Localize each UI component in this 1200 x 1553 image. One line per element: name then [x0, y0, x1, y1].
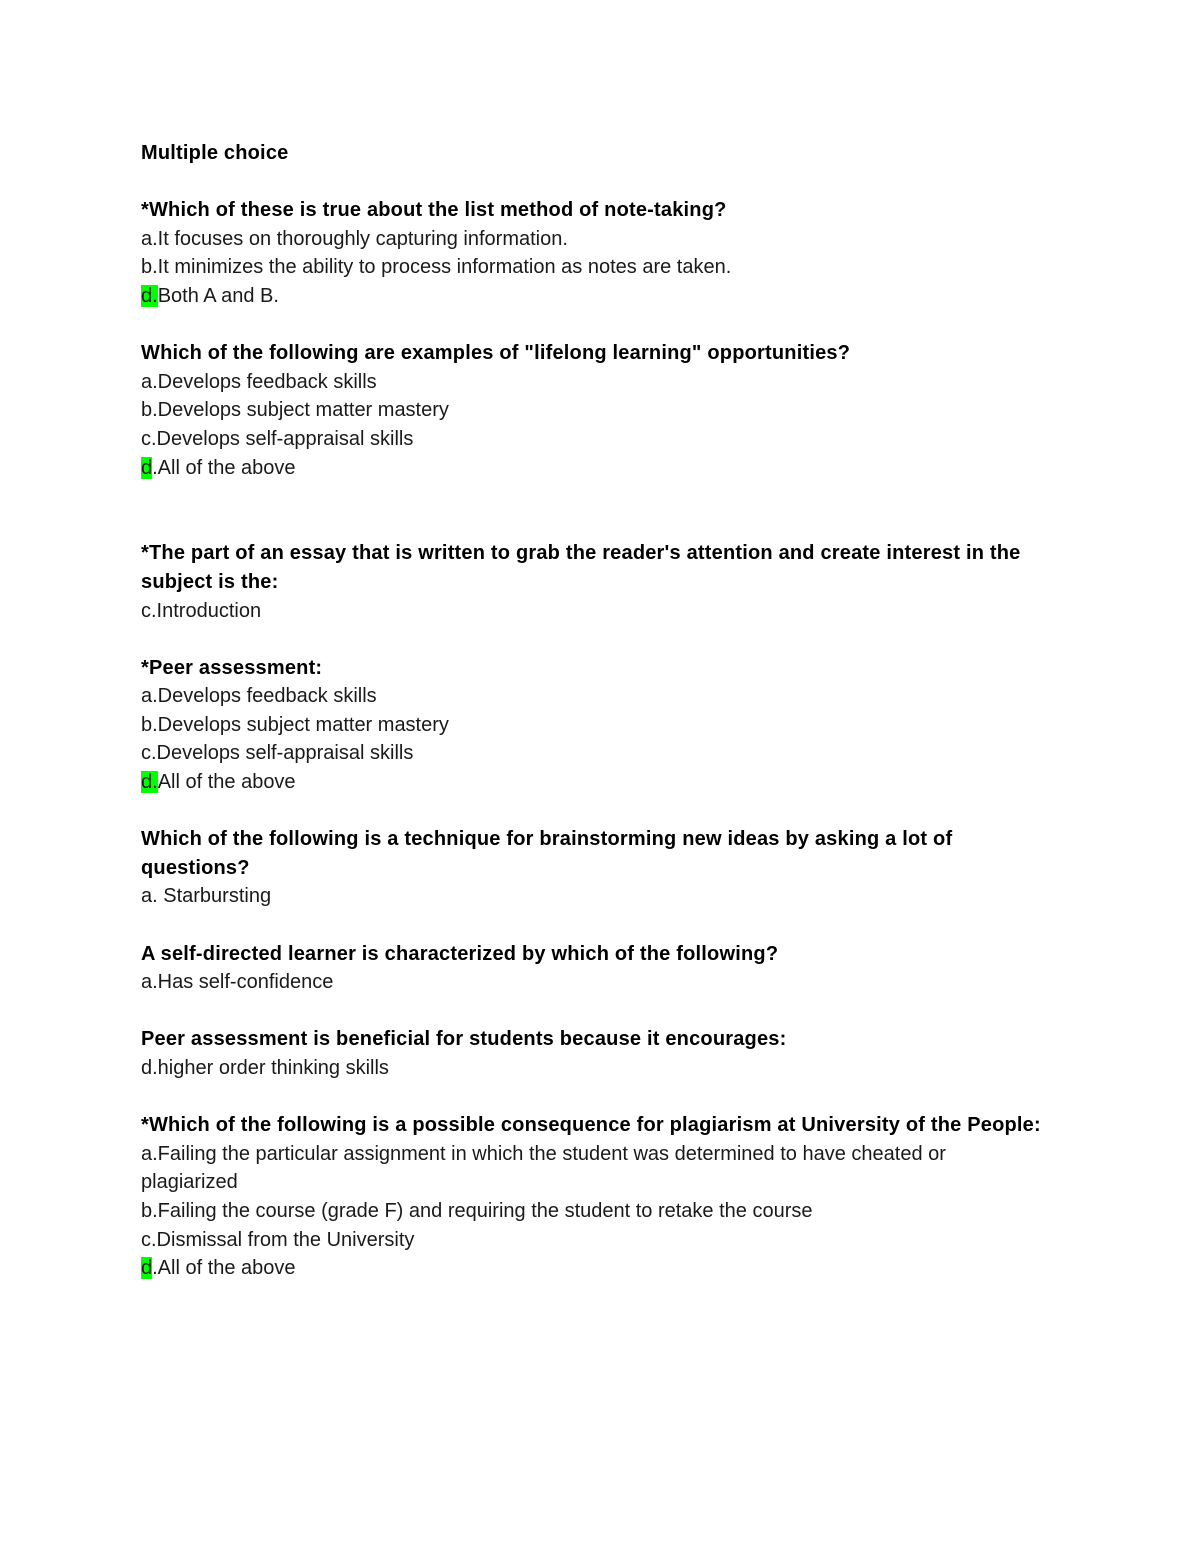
- spacer: [141, 1083, 1041, 1112]
- answer-option-correct: [141, 282, 1041, 311]
- question-prompt: *Which of the following is a possible consequence for plagiarism at University of the People:: [141, 1114, 1041, 1137]
- answer-option: b.Develops subject matter mastery: [141, 713, 449, 736]
- document-page: [141, 139, 1041, 1283]
- answer-option: a.It focuses on thoroughly capturing information.: [141, 227, 568, 250]
- answer-option-correct: [141, 768, 1041, 797]
- answer-option: c.Develops self-appraisal skills: [141, 427, 414, 450]
- question-block: [141, 339, 1041, 482]
- question-prompt: Peer assessment is beneficial for students because it encourages:: [141, 1028, 787, 1051]
- answer-text: All of the above: [157, 771, 296, 794]
- answer-option: d.higher order thinking skills: [141, 1057, 389, 1079]
- question-prompt: *Peer assessment:: [141, 656, 323, 679]
- answer-text: .All of the above: [152, 456, 296, 479]
- answer-text: .All of the above: [152, 1257, 296, 1280]
- answer-option: b.Develops subject matter mastery: [141, 399, 449, 422]
- question-prompt: *The part of an essay that is written to grab the reader's attention and create interest in the subject is the:: [141, 542, 1021, 593]
- answer-option: a. Starbursting: [141, 885, 272, 908]
- document-heading: Multiple choice: [141, 142, 289, 164]
- spacer: [141, 168, 1041, 197]
- answer-option: c.Introduction: [141, 599, 262, 622]
- spacer: [141, 997, 1041, 1026]
- correct-answer-highlight: d: [141, 1257, 153, 1280]
- answer-text: Both A and B.: [157, 284, 279, 307]
- question-prompt: A self-directed learner is characterized by which of the following?: [141, 942, 779, 965]
- spacer: [141, 311, 1041, 340]
- question-block: [141, 940, 1041, 997]
- answer-option: a.Develops feedback skills: [141, 370, 377, 393]
- question-block: [141, 1111, 1041, 1283]
- answer-option: b.Failing the course (grade F) and requiring the student to retake the course: [141, 1199, 813, 1222]
- question-block: [141, 539, 1041, 625]
- question-block: [141, 1025, 1041, 1082]
- spacer: [141, 911, 1041, 940]
- question-block: [141, 196, 1041, 310]
- correct-answer-highlight: d: [141, 456, 153, 479]
- question-prompt: *Which of these is true about the list method of note-taking?: [141, 199, 727, 222]
- answer-option-correct: [141, 454, 1041, 483]
- spacer: [141, 625, 1041, 654]
- answer-option: a.Failing the particular assignment in which the student was determined to have cheated or plagiarized: [141, 1142, 946, 1194]
- answer-option: c.Dismissal from the University: [141, 1228, 415, 1251]
- question-block: [141, 654, 1041, 797]
- question-block: [141, 825, 1041, 911]
- answer-option-correct: [141, 1254, 1041, 1283]
- spacer: [141, 482, 1041, 539]
- spacer: [141, 797, 1041, 826]
- question-prompt: Which of the following is a technique for brainstorming new ideas by asking a lot of questions?: [141, 828, 953, 879]
- answer-option: a.Develops feedback skills: [141, 685, 377, 708]
- correct-answer-highlight: d.: [141, 284, 158, 307]
- correct-answer-highlight: d.: [141, 771, 158, 794]
- question-prompt: Which of the following are examples of "lifelong learning" opportunities?: [141, 342, 851, 365]
- answer-option: c.Develops self-appraisal skills: [141, 742, 414, 765]
- answer-option: b.It minimizes the ability to process information as notes are taken.: [141, 256, 732, 279]
- answer-option: a.Has self-confidence: [141, 971, 334, 994]
